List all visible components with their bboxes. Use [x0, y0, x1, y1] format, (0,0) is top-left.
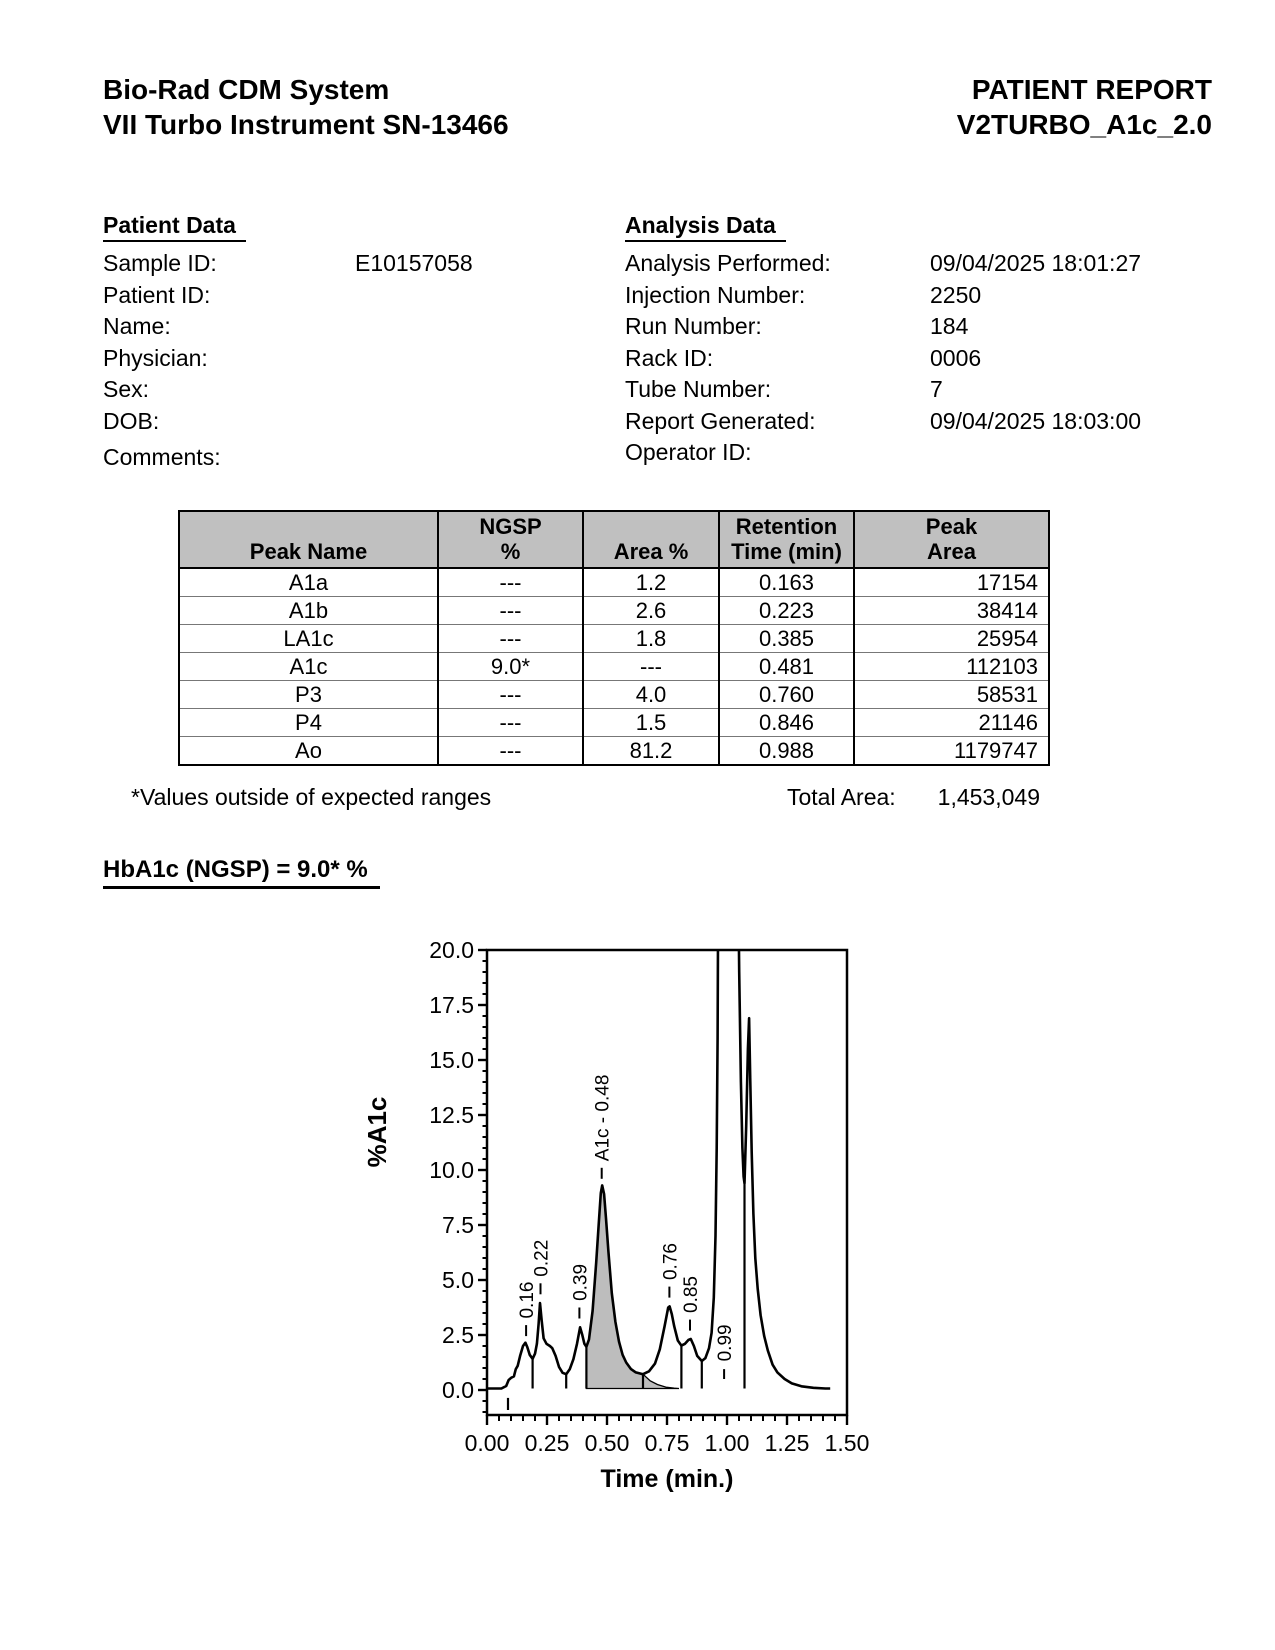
peak-label: 0.39: [570, 1263, 592, 1301]
x-tick-label: 1.00: [704, 1430, 750, 1456]
table-cell: A1b: [179, 597, 438, 625]
peak-label: 0.85: [681, 1276, 702, 1313]
y-tick-label: 0.0: [442, 1377, 474, 1403]
field-value: 184: [930, 313, 969, 339]
field-label: Name:: [103, 313, 171, 339]
column-header: Peak Area: [854, 511, 1049, 568]
x-tick-label: 0.50: [584, 1430, 630, 1456]
field-label: Analysis Performed:: [625, 250, 831, 276]
table-row: [179, 568, 1049, 597]
y-tick-label: 12.5: [429, 1102, 474, 1128]
table-cell: 58531: [854, 681, 1049, 709]
table-cell: LA1c: [179, 625, 438, 653]
field-label: Patient ID:: [103, 281, 211, 308]
field-value: E10157058: [355, 250, 473, 276]
field-value: 2250: [930, 281, 982, 308]
field-value: [930, 437, 1215, 469]
analysis-data-fields: [625, 248, 1215, 469]
table-row: [179, 597, 1049, 625]
field-label: DOB:: [103, 407, 160, 434]
y-tick-label: 15.0: [429, 1047, 474, 1073]
field-row: [625, 280, 1215, 312]
field-label: Sex:: [103, 376, 150, 402]
table-cell: 4.0: [583, 681, 719, 709]
table-cell: ---: [438, 737, 583, 766]
table-cell: 21146: [854, 709, 1049, 737]
table-cell: A1c: [179, 653, 438, 681]
table-cell: A1a: [179, 568, 438, 597]
field-row: [625, 437, 1215, 469]
field-label: Injection Number:: [625, 281, 806, 308]
field-value: [355, 406, 613, 438]
field-label: Tube Number:: [625, 376, 772, 402]
analysis-data-title: Analysis Data: [625, 212, 786, 242]
field-row: [625, 374, 1215, 406]
y-tick-label: 7.5: [442, 1212, 474, 1238]
y-axis-title: %A1c: [362, 1096, 392, 1168]
column-header: NGSP %: [438, 511, 583, 568]
y-tick-label: 5.0: [442, 1267, 474, 1293]
comments-label: Comments:: [103, 444, 221, 470]
peak-table: [178, 510, 1050, 766]
field-value: [355, 343, 613, 375]
expected-ranges-footnote: *Values outside of expected ranges: [131, 784, 492, 810]
field-value: 09/04/2025 18:01:27: [930, 250, 1142, 276]
y-tick-label: 10.0: [429, 1157, 474, 1183]
field-row: [103, 280, 613, 312]
table-cell: 1.2: [583, 568, 719, 597]
system-name: Bio-Rad CDM System: [103, 74, 390, 105]
table-cell: 1.8: [583, 625, 719, 653]
report-type: PATIENT REPORT: [971, 74, 1212, 105]
x-tick-label: 1.25: [764, 1430, 810, 1456]
table-row: [179, 625, 1049, 653]
peak-label: 0.16: [517, 1281, 539, 1319]
field-label: Operator ID:: [625, 439, 752, 465]
field-label: Report Generated:: [625, 407, 816, 434]
table-cell: 112103: [854, 653, 1049, 681]
report-version: V2TURBO_A1c_2.0: [956, 109, 1212, 140]
table-cell: 0.223: [719, 597, 854, 625]
table-cell: ---: [438, 568, 583, 597]
field-value: [355, 311, 613, 343]
field-label: Physician:: [103, 344, 208, 371]
table-cell: P4: [179, 709, 438, 737]
plot-frame: [487, 950, 847, 1415]
field-value: 7: [930, 376, 943, 402]
table-row: [179, 681, 1049, 709]
table-cell: 1.5: [583, 709, 719, 737]
y-tick-label: 20.0: [429, 937, 474, 963]
chromatogram-svg: [340, 920, 900, 1550]
peak-label: 0.99: [715, 1324, 737, 1362]
table-cell: 0.385: [719, 625, 854, 653]
field-value: [355, 374, 613, 406]
report-header-right: [957, 72, 1212, 142]
field-row: [625, 248, 1215, 280]
field-value: [355, 280, 613, 312]
field-value: 0006: [930, 344, 982, 371]
x-tick-label: 0.00: [464, 1430, 510, 1456]
table-cell: 0.760: [719, 681, 854, 709]
chromatogram-chart: [340, 920, 900, 1550]
y-tick-label: 2.5: [442, 1322, 474, 1348]
instrument-name: VII Turbo Instrument SN-13466: [103, 109, 509, 140]
table-cell: 0.481: [719, 653, 854, 681]
column-header: Retention Time (min): [719, 511, 854, 568]
field-value: 09/04/2025 18:03:00: [930, 407, 1142, 434]
x-tick-label: 0.25: [524, 1430, 570, 1456]
table-cell: ---: [438, 597, 583, 625]
field-row: [103, 343, 613, 375]
total-area-value: 1,453,049: [937, 784, 1040, 810]
x-tick-label: 0.75: [644, 1430, 690, 1456]
table-cell: 17154: [854, 568, 1049, 597]
field-label: Rack ID:: [625, 344, 714, 371]
table-cell: 25954: [854, 625, 1049, 653]
field-row: [103, 311, 613, 343]
total-area-label: Total Area:: [787, 784, 896, 810]
table-cell: 2.6: [583, 597, 719, 625]
field-row: [103, 248, 613, 280]
table-cell: 9.0*: [438, 653, 583, 681]
peak-label: 0.76: [660, 1243, 682, 1280]
field-label: Sample ID:: [103, 250, 217, 276]
patient-data-section: [103, 212, 613, 474]
field-row: [625, 311, 1215, 343]
column-header: Area %: [583, 511, 719, 568]
table-cell: P3: [179, 681, 438, 709]
table-cell: ---: [438, 625, 583, 653]
table-cell: 0.846: [719, 709, 854, 737]
total-area-row: [787, 784, 1040, 811]
table-cell: 0.988: [719, 737, 854, 766]
field-row: [625, 343, 1215, 375]
peak-label: A1c - 0.48: [592, 1074, 614, 1162]
peak-label: 0.22: [531, 1239, 553, 1277]
table-cell: ---: [583, 653, 719, 681]
report-header-left: [103, 72, 509, 142]
column-header: Peak Name: [179, 511, 438, 568]
table-cell: 38414: [854, 597, 1049, 625]
table-cell: ---: [438, 709, 583, 737]
table-cell: 1179747: [854, 737, 1049, 766]
patient-data-title: Patient Data: [103, 212, 246, 242]
analysis-data-section: [625, 212, 1215, 469]
table-row: [179, 709, 1049, 737]
field-row: [103, 374, 613, 406]
field-row: [625, 406, 1215, 438]
x-tick-label: 1.50: [824, 1430, 870, 1456]
table-row: [179, 737, 1049, 766]
table-row: [179, 653, 1049, 681]
chromatogram-trace: [487, 920, 830, 1389]
table-cell: ---: [438, 681, 583, 709]
patient-data-fields: [103, 248, 613, 437]
hba1c-result: HbA1c (NGSP) = 9.0* %: [103, 856, 380, 889]
table-cell: 0.163: [719, 568, 854, 597]
table-cell: Ao: [179, 737, 438, 766]
y-tick-label: 17.5: [429, 992, 474, 1018]
field-label: Run Number:: [625, 313, 762, 339]
field-row: [103, 406, 613, 438]
x-axis-title: Time (min.): [600, 1465, 734, 1493]
table-cell: 81.2: [583, 737, 719, 766]
